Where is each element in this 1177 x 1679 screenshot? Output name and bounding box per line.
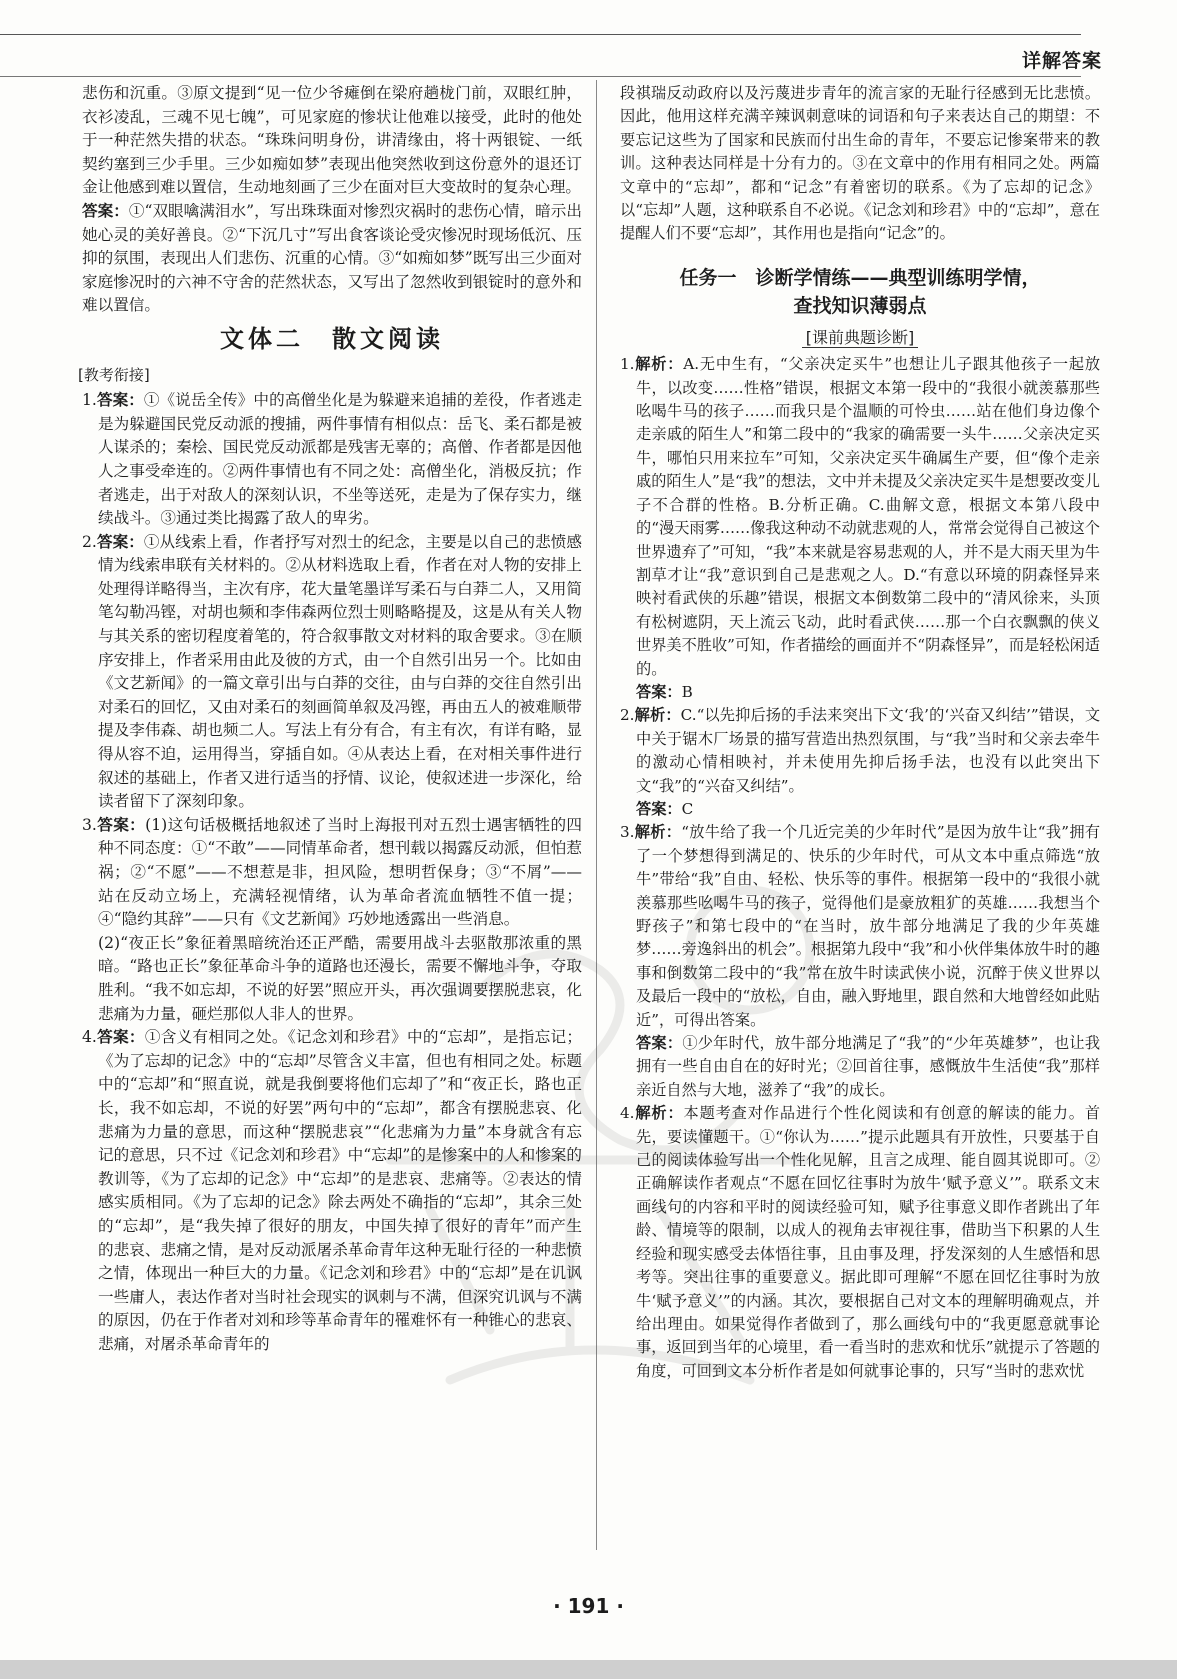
item-text: ①含义有相同之处。《记念刘和珍君》中的“忘却”，是指忘记；《为了忘却的记念》中的“忘却”尽管含义丰富，但也有相同之处。标题中的“忘却”和“照直说，就是我倒要将他们忘却了”和“夜正长，路也正长，我不如忘却，不说的好罢”两句中的“忘却”，都含有摆脱悲哀、化悲痛为力量的意思，而这种“摆脱悲哀”“化悲痛为力量”本身就含有忘记的意思，只不过《记念刘和珍君》中“忘却”的是惨案中的人和惨案的教训等，《为了忘却的记念》中“忘却”的是悲哀、悲痛等。②表达的情感实质相同。《为了忘却的记念》除去两处不确指的“忘却”，其余三处的“忘却”，是“我失掉了很好的朋友，中国失掉了很好的青年”而产生的悲哀、悲痛之情，是对反动派屠杀革命青年这种无耻行径的一种悲愤之情，体现出一种巨大的力量。《记念刘和珍君》中的“忘却”是在讥讽一些庸人，表达作者对当时社会现实的讽刺与不满，但深究讥讽与不满的原因，仍在于作者对刘和珍等革命青年的罹难怀有一种锥心的悲哀、悲痛，对屠杀革命青年的 [98,1028,582,1353]
item-text: (1)这句话极概括地叙述了当时上海报刊对五烈士遇害牺牲的四种不同态度：①“不敢”——同情革命者，想刊载以揭露反动派，但怕惹祸；②“不愿”——不想惹是非，担风险，想明哲保身；③“不屑”——站在反动立场上，充满轻视情绪，认为革命者流血牺牲不值一提；④“隐约其辞”——只有《文艺新闻》巧妙地透露出一些消息。 [98,815,582,929]
answer-item-3 [82,814,582,932]
scan-bottom-edge [0,1660,1177,1679]
analysis-item-2-answer [620,798,1100,821]
right-column [620,82,1100,1383]
item-number: 2. [620,706,635,725]
analysis-item-3-answer [620,1032,1100,1102]
answer-label: 答案： [82,201,129,220]
answer-label: 答案： [96,1028,145,1047]
analysis-label: 解析： [634,355,684,374]
item-text: A.无中生有，“父亲决定买牛”也想让儿子跟其他孩子一起放牛，以改变……性格”错误，根据文本第一段中的“我很小就羡慕那些吆喝牛马的孩子……而我只是个温顺的可怜虫……站在他们身边像个走亲戚的陌生人”和第二段中的“我家的确需要一头牛……父亲决定买牛，哪怕只用来拉车”可知，父亲决定买牛确属生产要，但“像个走亲戚的陌生人”是“我”的想法，文中并未提及父亲决定买牛是想要改变儿子不合群的性格。B.分析正确。C.曲解文意，根据文本第八段中的“漫天雨雾……像我这种动不动就悲观的人，常常会觉得自己被这个世界遗弃了”可知，“我”本来就是容易悲观的人，并不是大雨天里为牛割草才让“我”意识到自己是悲观之人。D.“有意以环境的阴森怪异来映衬看武侠的乐趣”错误，根据文本倒数第二段中的“清风徐来，头顶有松树遮阴，天上流云飞动，此时看武侠……那一个白衣飘飘的侠义世界美不胜收”可知，作者描绘的画面并不“阴森怪异”，而是轻松闲适的。 [636,355,1101,678]
column-divider [596,80,597,1550]
answer-label: 答案： [636,682,682,701]
answer-text: ①少年时代，放牛部分地满足了“我”的“少年英雄梦”，也让我拥有一些自由自在的好时光；②回首往事，感慨放牛生活使“我”那样亲近自然与大地，滋养了“我”的成长。 [636,1034,1101,1099]
section-title: 文体二 散文阅读 [220,324,444,353]
answer-item-2 [82,531,582,814]
page-number: · 191 · [553,1594,624,1618]
item-text: ①《说岳全传》中的高僧坐化是为躲避来追捕的差役，作者逃走是为躲避国民党反动派的搜捕，两件事情有相似点：岳飞、柔石都是被人谋杀的；秦桧、国民党反动派都是残害无辜的；高僧、作者都是因他人之事受牵连的。②两件事情也有不同之处：高僧坐化，消极反抗；作者逃走，出于对敌人的深刻认识，不坐等送死，走是为了保存实力，继续战斗。③通过类比揭露了敌人的卑劣。 [98,391,582,528]
left-intro-paragraph: 悲伤和沉重。③原文提到“见一位少爷瘫倒在梁府趟栊门前，双眼红肿，衣衫凌乱，三魂不见七魄”，可见家庭的惨状让他难以接受，此时的他处于一种茫然失措的状态。“珠珠问明身份，讲清缘由，将十两银锭、一纸契约塞到三少手里。三少如痴如梦”表现出他突然收到这份意外的退还订金让他感到难以置信，生动地刻画了三少在面对巨大变故时的复杂心理。 [82,84,582,197]
answer-item-3-part2: (2)“夜正长”象征着黑暗统治还正严酷，需要用战斗去驱散那浓重的黑暗。“路也正长”象征革命斗争的道路也还漫长，需要不懈地斗争，夺取胜利。“我不如忘却，不说的好罢”照应开头，再次强调要摆脱悲哀，化悲痛为力量，砸烂那似人非人的世界。 [98,933,582,1023]
analysis-item-1-answer [620,681,1100,704]
answer-item-1 [82,389,582,531]
pre-class-tag-text: [课前典题诊断] [802,328,919,348]
item-text: “放牛给了我一个几近完美的少年时代”是因为放牛让“我”拥有了一个梦想得到满足的、快乐的少年时代，可从文本中重点筛选“放牛”带给“我”自由、轻松、快乐等的事件。根据第一段中的“我很小就羡慕那些吆喝牛马的孩子，觉得他们是豪放粗犷的英雄……我想当个野孩子”和第七段中的“在当时，放牛部分地满足了我的少年英雄梦……旁逸斜出的机会”。根据第九段中“我”和小伙伴集体放牛时的趣事和倒数第二段中的“我”常在放牛时读武侠小说，沉醉于侠义世界以及最后一段中的“放松，自由，融入野地里，跟自然和大地曾经如此贴近”，可得出答案。 [636,823,1101,1029]
right-intro-paragraph: 段祺瑞反动政府以及污蔑进步青年的流言家的无耻行径感到无比悲愤。因此，他用这样充满辛辣讽刺意味的词语和句子来表达自己的期望：不要忘记这些为了国家和民族而付出生命的青年，不要忘记惨案带来的教训。这种表达同样是十分有力的。③在文章中的作用有相同之处。两篇文章中的“忘却”，都和“记念”有着密切的联系。《为了忘却的记念》以“忘却”人题，这种联系自不必说。《记念刘和珍君》中的“忘却”，意在提醒人们不要“忘却”，其作用也是指向“记念”的。 [620,84,1100,243]
running-header-title: 详解答案 [1021,50,1102,72]
header-rule-lower [0,76,1081,77]
answer-label: 答案： [636,1034,683,1053]
item-number: 4. [620,1104,635,1123]
answer-text: ①“双眼噙满泪水”，写出珠珠面对惨烈灾祸时的悲伤心情，暗示出她心灵的美好善良。②“下沉几寸”写出食客谈论受灾惨况时现场低沉、压抑的氛围，表现出人们悲伤、沉重的心情。③“如痴如梦”既写出三少面对家庭惨况时的六神不守舍的茫然状态，又写出了忽然收到银锭时的意外和难以置信。 [82,201,582,315]
item-number: 3. [620,823,635,842]
pre-class-tag [620,326,1100,349]
item-number: 1. [620,355,635,374]
item-number: 4. [82,1028,97,1047]
left-intro-answer [82,200,582,318]
analysis-item-1 [620,353,1100,681]
item-number: 2. [82,532,97,551]
answer-label: 答案： [96,532,144,551]
item-number: 3. [82,815,97,834]
item-text: ①从线索上看，作者抒写对烈士的纪念，主要是以自己的悲愤感情为线索串联有关材料的。②从材料选取上看，作者在对人物的安排上处理得详略得当，主次有序，花大量笔墨详写柔石与白莽二人，又用简笔勾勒冯铿，对胡也频和李伟森两位烈士则略略提及，这是从有关人物与其关系的密切程度着笔的，符合叙事散文对材料的取舍要求。③在顺序安排上，作者采用由此及彼的方式，由一个自然引出另一个。比如由《文艺新闻》的一篇文章引出与白莽的交往，由与白莽的交往自然引出对柔石的回忆，又由对柔石的刻画简单叙及冯铿，再由五人的被难顺带提及李伟森、胡也频二人。写法上有分有合，有主有次，有详有略，显得从容不迫，运用得当，穿插自如。④从表达上看，在对相关事件进行叙述的基础上，作者又进行适当的抒情、议论，使叙述进一步深化，给读者留下了深刻印象。 [98,532,582,811]
analysis-item-3 [620,821,1100,1032]
item-number: 1. [82,391,97,410]
task-title [620,264,1100,320]
analysis-label: 解析： [634,706,681,725]
answer-label: 答案： [96,815,146,834]
task-title-line1: 任务一 诊断学情练——典型训练明学情， [679,266,1041,289]
analysis-label: 解析： [634,1104,684,1123]
header-rule [0,34,1081,35]
answer-text: B [681,682,693,701]
answer-label: 答案： [636,799,682,818]
task-title-line2: 查找知识薄弱点 [793,294,927,317]
answer-item-4 [82,1026,582,1356]
analysis-label: 解析： [634,823,682,842]
analysis-item-4 [620,1102,1100,1383]
item-text: C.“以先抑后扬的手法来突出下文‘我’的‘兴奋又纠结’”错误，文中关于锯木厂场景的描写营造出热烈氛围，与“我”当时和父亲去牵牛的激动心情相映衬，并未使用先抑后扬手法，也没有以此突出下文“我”的“兴奋又纠结”。 [636,706,1101,795]
answer-label: 答案： [96,391,144,410]
analysis-item-2 [620,704,1100,798]
left-column [78,82,582,1356]
answer-text: C [681,799,694,818]
section-tag: [教考衔接] [78,365,150,384]
item-text: 本题考查对作品进行个性化阅读和有创意的解读的能力。首先，要读懂题干。①“你认为……”提示此题具有开放性，只要基于自己的阅读体验写出一个性化见解，且言之成理、能自圆其说即可。②正确解读作者观点“不愿在回忆往事时为放牛‘赋予意义’”。联系文末画线句的内容和平时的阅读经验可知，赋予往事意义即作者跳出了年龄、情境等的限制，以成人的视角去审视往事，借助当下积累的人生经验和现实感受去体悟往事，且由事及理，抒发深刻的人生感悟和思考等。突出往事的重要意义。据此即可理解“不愿在回忆往事时为放牛‘赋予意义’”的内涵。其次，要根据自己对文本的理解明确观点，并给出理由。如果觉得作者做到了，那么画线句中的“我更愿意就事论事，返回到当年的心境里，看一看当时的悲欢和忧乐”就提示了答题的角度，可回到文本分析作者是如何就事论事的，只写“当时的悲欢忧 [636,1104,1101,1380]
